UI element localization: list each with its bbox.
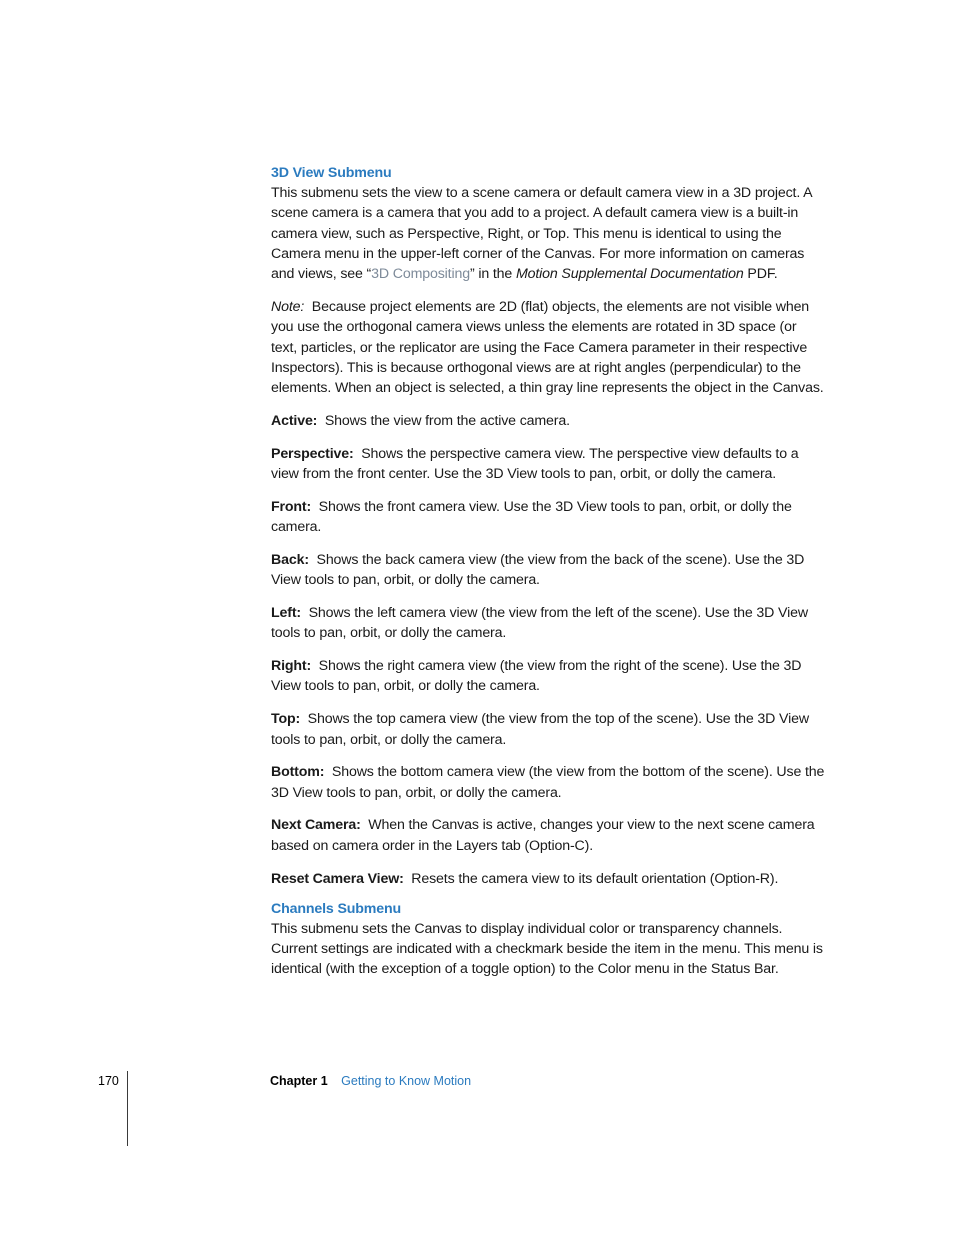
term-description: Shows the bottom camera view (the view from the bottom of the scene). Use the 3D View tools to pan, orbit, or dolly the camera.	[271, 764, 825, 801]
menu-item-definition	[271, 762, 825, 803]
menu-item-definition	[271, 709, 825, 750]
menu-item-definition	[271, 497, 825, 538]
menu-item-definition	[271, 444, 825, 485]
doc-title: Motion Supplemental Documentation	[515, 266, 744, 283]
intro-text-end: PDF.	[743, 266, 778, 283]
section-intro-channels: This submenu sets the Canvas to display individual color or transparency channels. Current settings are indicated with a checkmark beside the item in the menu. This menu is identical (with the exception of a toggle option) to the Color menu in the Status Bar.	[271, 920, 823, 978]
term-label: Next Camera:	[271, 817, 361, 834]
term-description: Shows the top camera view (the view from the top of the scene). Use the 3D View tools to pan, orbit, or dolly the camera.	[271, 711, 809, 748]
section-heading-3d-view-submenu: 3D View Submenu	[271, 165, 392, 181]
footer-chapter	[270, 1073, 471, 1089]
term-label: Back:	[271, 551, 309, 568]
term-description: Shows the back camera view (the view from the back of the scene). Use the 3D View tools to pan, orbit, or dolly the camera.	[271, 551, 805, 589]
menu-item-definition	[271, 815, 825, 856]
note-paragraph	[271, 297, 825, 398]
term-label: Front:	[271, 498, 312, 515]
menu-item-definition	[271, 656, 825, 697]
term-label: Right:	[271, 658, 312, 675]
term-description: Shows the left camera view (the view from the left of the scene). Use the 3D View tools to pan, orbit, or dolly the camera.	[271, 605, 808, 642]
note-text: Because project elements are 2D (flat) objects, the elements are not visible when you use the orthogonal camera views unless the elements are rotated in 3D space (or text, particles, or the replicator are using the Face Camera parameter in their respective Inspectors). This is because orthogonal views are at right angles (perpendicular) to the elements. When an object is selected, a thin gray line represents the object in the Canvas.	[271, 298, 824, 397]
term-label: Reset Camera View:	[271, 870, 404, 887]
term-label: Active:	[271, 412, 318, 429]
menu-item-definition	[271, 869, 825, 889]
term-label: Top:	[271, 711, 301, 728]
note-label: Note:	[271, 298, 305, 315]
term-description: Shows the right camera view (the view from the right of the scene). Use the 3D View tools to pan, orbit, or dolly the camera.	[271, 658, 802, 695]
intro-text: This submenu sets the view to a scene camera or default camera view in a 3D project. A scene camera is a camera that you add to a project. A default camera view is a built-in camera view, such as Perspective, Right, or Top. This menu is identical to using the Camera menu in the upper-left corner of the Canvas. For more information on cameras and views, see “	[271, 185, 812, 283]
page-content	[271, 163, 825, 992]
menu-item-definition	[271, 603, 825, 644]
term-description: Shows the front camera view. Use the 3D View tools to pan, orbit, or dolly the camera.	[271, 498, 792, 536]
chapter-title-link[interactable]: Getting to Know Motion	[341, 1074, 472, 1088]
term-description: Shows the perspective camera view. The perspective view defaults to a view from the front center. Use the 3D View tools to pan, orbit, or dolly the camera.	[271, 445, 799, 483]
term-label: Left:	[271, 605, 301, 622]
menu-item-definition	[271, 550, 825, 591]
section-intro-3d-view	[271, 183, 825, 284]
term-description: Resets the camera view to its default orientation (Option-R).	[411, 870, 779, 887]
intro-text-continued: ” in the	[469, 266, 516, 283]
term-description: When the Canvas is active, changes your view to the next scene camera based on camera order in the Layers tab (Option-C).	[271, 817, 815, 854]
xref-link-3d-compositing[interactable]: 3D Compositing	[371, 266, 470, 283]
term-label: Perspective:	[271, 445, 354, 462]
term-label: Bottom:	[271, 764, 325, 781]
chapter-label: Chapter 1	[270, 1074, 328, 1088]
footer-divider	[127, 1071, 128, 1146]
section-heading-channels-submenu: Channels Submenu	[271, 900, 402, 917]
page-number: 170	[98, 1074, 119, 1088]
menu-item-definition	[271, 411, 825, 431]
term-description: Shows the view from the active camera.	[324, 412, 570, 429]
